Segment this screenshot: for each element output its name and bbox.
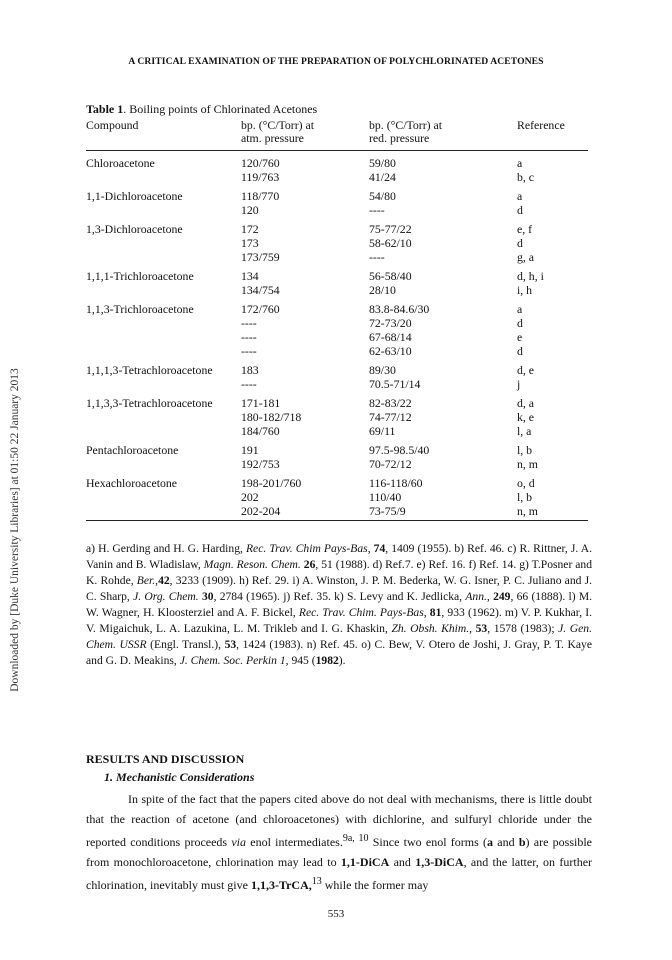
cell-bp-atm: 202 [241,490,259,504]
table-row [86,330,588,344]
cell-compound: 1,3-Dichloroacetone [86,222,183,236]
table-body [86,156,588,518]
compound-group [86,269,588,297]
table-row [86,203,588,217]
boiling-points-table [86,116,588,521]
cell-bp-red: 97.5-98.5/40 [369,443,430,457]
cell-bp-red: 70-72/12 [369,457,412,471]
header-bp-atm [241,119,314,145]
cell-reference: e [517,330,523,344]
reference-text: 74 [373,542,386,555]
cell-bp-red: 54/80 [369,189,396,203]
reference-text: , [469,622,476,635]
cell-bp-atm: 134/754 [241,283,280,297]
table-row [86,504,588,518]
cell-reference: d, h, i [517,269,544,283]
cell-compound: 1,1,1,3-Tetrachloroacetone [86,363,213,377]
reference-text: J. Chem. Soc. Perkin 1 [179,654,286,667]
reference-text: Ann. [465,590,487,603]
cell-bp-red: 73-75/9 [369,504,406,518]
reference-text: , 2784 (1965). j) Ref. 35. k) S. Levy and K. Jedlicka, [213,590,466,603]
reference-text: 53 [224,638,237,651]
cell-bp-atm: 120/760 [241,156,280,170]
body-text-run: , and the latter, on further chlorination, inevitably must give [86,855,593,892]
reference-text: J. Org. Chem. [133,590,199,603]
reference-text: , 3233 (1909). h) Ref. 29. i) A. Winston, J. P. M. Bederka, W. G. Isner, P. C. Juliano and J. C. Sharp, [86,574,592,603]
body-text-run: , [308,878,312,892]
cell-reference: e, f [517,222,533,236]
cell-reference: l, a [517,424,532,438]
reference-text: 42 [158,574,170,587]
reference-text: Magn. Reson. Chem. [203,558,301,571]
table-row [86,316,588,330]
body-text-run: In spite of the fact that the papers cited above do not deal with mechanisms, there is little doubt that the reaction of acetone (and chloroacetones) with dichlorine, and sulfuryl chloride under the reported conditions proceeds [86,792,592,849]
cell-bp-atm: 118/770 [241,189,280,203]
cell-bp-red: 41/24 [369,170,396,184]
cell-bp-red: ---- [369,203,385,217]
cell-bp-atm: 120 [241,203,259,217]
reference-text: , 945 ( [285,654,316,667]
cell-bp-atm: 134 [241,269,259,283]
reference-text: (Engl. Transl.), [146,638,225,651]
cell-bp-red: 58-62/10 [369,236,412,250]
table-caption-label: Table 1 [86,102,124,116]
cell-bp-red: 72-73/20 [369,316,412,330]
download-watermark: Downloaded by [Duke University Libraries] at 01:50 22 January 2013 [9,368,21,692]
reference-text: ). [338,654,346,667]
cell-compound: 1,1,1-Trichloroacetone [86,269,194,283]
reference-text: , 1424 (1983). n) Ref. 45. o) C. Bew, V. Otero de Joshi, J. Gray, P. T. Kaye and G. D. Meakins, [86,638,592,667]
cell-bp-atm: ---- [241,344,257,358]
reference-text: , [155,574,159,587]
table-row [86,283,588,297]
cell-bp-red: 70.5-71/14 [369,377,421,391]
cell-reference: d, e [517,363,535,377]
cell-bp-atm: 172/760 [241,302,280,316]
table-row [86,424,588,438]
compound-group [86,222,588,264]
cell-reference: k, e [517,410,535,424]
table-row [86,156,588,170]
cell-reference: n, m [517,504,538,518]
body-paragraph [86,789,592,895]
cell-bp-atm: 191 [241,443,259,457]
cell-bp-red: 75-77/22 [369,222,412,236]
table-row [86,269,588,283]
table-row [86,302,588,316]
reference-text: 30 [201,590,214,603]
cell-reference: d [517,203,523,217]
reference-text: Zh. Obsh. Khim. [391,622,470,635]
compound-group [86,443,588,471]
table-row [86,443,588,457]
cell-reference: b, c [517,170,535,184]
cell-bp-atm: 184/760 [241,424,280,438]
reference-text: , 933 (1962). m) V. P. Kukhar, I. V. Migaichuk, L. A. Lazukina, L. M. Trikleb and I. G. Khaskin, [86,606,593,635]
reference-text: 1982 [315,654,339,667]
cell-reference: d, a [517,396,535,410]
table-row [86,222,588,236]
body-text-run: and [389,855,416,869]
table-row [86,396,588,410]
body-text-run: while the former may [321,878,429,892]
table-header [86,116,588,151]
cell-bp-red: 59/80 [369,156,396,170]
reference-text: , [367,542,374,555]
compound-group [86,302,588,358]
table-row [86,344,588,358]
running-head: A CRITICAL EXAMINATION OF THE PREPARATION OF POLYCHLORINATED ACETONES [128,56,544,67]
cell-reference: a [517,302,523,316]
cell-reference: a [517,156,523,170]
cell-reference: d [517,316,523,330]
cell-bp-atm: 183 [241,363,259,377]
reference-text: , [486,590,494,603]
body-text-run: 13 [311,876,322,887]
reference-text: Rec. Trav. Chim. Pays-Bas [298,606,424,619]
cell-bp-atm: 173 [241,236,259,250]
cell-bp-atm: 192/753 [241,457,280,471]
body-text-run: via [231,835,247,849]
compound-group [86,363,588,391]
cell-reference: l, b [517,490,533,504]
page-number: 553 [327,908,345,920]
cell-bp-red: 28/10 [369,283,396,297]
cell-bp-atm: 180-182/718 [241,410,302,424]
reference-text: , 1578 (1983); [487,622,559,635]
body-text-run: ) are possible from monochloroacetone, chlorination may lead to [86,835,593,869]
cell-bp-red: 69/11 [369,424,396,438]
body-text-run: and [493,835,519,849]
table-row [86,363,588,377]
reference-text: Rec. Trav. Chim Pays-Bas [245,542,368,555]
cell-bp-atm: ---- [241,377,257,391]
cell-reference: a [517,189,523,203]
cell-bp-red: 83.8-84.6/30 [369,302,430,316]
cell-bp-atm: 119/763 [241,170,280,184]
compound-group [86,476,588,518]
header-bp-red-line2: red. pressure [369,131,430,145]
cell-reference: j [517,377,521,391]
cell-compound: Pentachloroacetone [86,443,179,457]
reference-text: 53 [475,622,488,635]
reference-text: , 51 (1988). d) Ref.7. e) Ref. 16. f) Ref. 14. g) T.Posner and K. Rohde, [86,558,592,587]
table-bottom-rule [86,520,588,521]
header-bp-red [369,119,442,145]
body-text-run: 9a, 10 [342,833,369,844]
body-text-run: 1,1-DiCA [340,855,390,869]
cell-reference: o, d [517,476,535,490]
header-compound: Compound [86,118,139,132]
table-row [86,170,588,184]
subsection-title: 1. Mechanistic Considerations [104,770,255,784]
cell-bp-atm: 202-204 [241,504,281,518]
body-text-run: a [487,835,494,849]
compound-group [86,396,588,438]
reference-text: Ber. [136,574,156,587]
cell-compound: 1,1-Dichloroacetone [86,189,183,203]
cell-bp-red: 116-118/60 [369,476,423,490]
cell-bp-atm: ---- [241,316,257,330]
reference-text: a) H. Gerding and H. G. Harding, [86,542,246,555]
table-row [86,410,588,424]
cell-bp-atm: 172 [241,222,259,236]
cell-bp-red: 56-58/40 [369,269,412,283]
cell-bp-red: 82-83/22 [369,396,412,410]
cell-bp-atm: 198-201/760 [241,476,302,490]
reference-text: , [423,606,430,619]
table-row [86,490,588,504]
body-text-run: Since two enol forms ( [368,835,488,849]
table-row [86,377,588,391]
cell-reference: d [517,344,523,358]
header-bp-atm-line1: bp. (°C/Torr) at [241,118,315,132]
cell-reference: d [517,236,523,250]
cell-bp-red: 62-63/10 [369,344,412,358]
cell-bp-red: 67-68/14 [369,330,412,344]
cell-compound: 1,1,3-Trichloroacetone [86,302,194,316]
reference-text: , 1409 (1955). b) Ref. 46. c) R. Rittner, J. A. Vanin and B. Wladislaw, [86,542,593,571]
cell-bp-red: ---- [369,250,385,264]
cell-reference: i, h [517,283,533,297]
reference-text: 249 [493,590,511,603]
cell-bp-atm: ---- [241,330,257,344]
table-caption-text: . Boiling points of Chlorinated Acetones [123,102,318,116]
table-row [86,189,588,203]
compound-group [86,156,588,184]
section-title: RESULTS AND DISCUSSION [86,752,245,766]
compound-group [86,189,588,217]
cell-bp-atm: 171-181 [241,396,281,410]
reference-text: 81 [429,606,442,619]
reference-text: , 66 (1888). l) M. W. Wagner, H. Kloosterziel and A. F. Bickel, [86,590,593,619]
header-bp-red-line1: bp. (°C/Torr) at [369,118,443,132]
table-row [86,457,588,471]
reference-text: 26 [303,558,316,571]
body-text-run: 1,1,3-TrCA [250,878,309,892]
reference-text: J. Gen. Chem. USSR [86,622,592,651]
cell-reference: l, b [517,443,533,457]
body-text-run: 1,3-DiCA [415,855,464,869]
header-reference: Reference [517,118,565,132]
cell-compound: Chloroacetone [86,156,155,170]
body-text-run: b [518,835,526,849]
table-caption [86,102,317,117]
cell-compound: 1,1,3,3-Tetrachloroacetone [86,396,213,410]
table-row [86,476,588,490]
cell-bp-red: 74-77/12 [369,410,412,424]
cell-reference: n, m [517,457,538,471]
cell-bp-red: 89/30 [369,363,396,377]
cell-bp-red: 110/40 [369,490,402,504]
header-bp-atm-line2: atm. pressure [241,131,304,145]
cell-reference: g, a [517,250,535,264]
cell-compound: Hexachloroacetone [86,476,178,490]
cell-bp-atm: 173/759 [241,250,280,264]
body-text-run: enol intermediates. [246,835,343,849]
table-row [86,250,588,264]
table-row [86,236,588,250]
table-references [86,541,592,669]
